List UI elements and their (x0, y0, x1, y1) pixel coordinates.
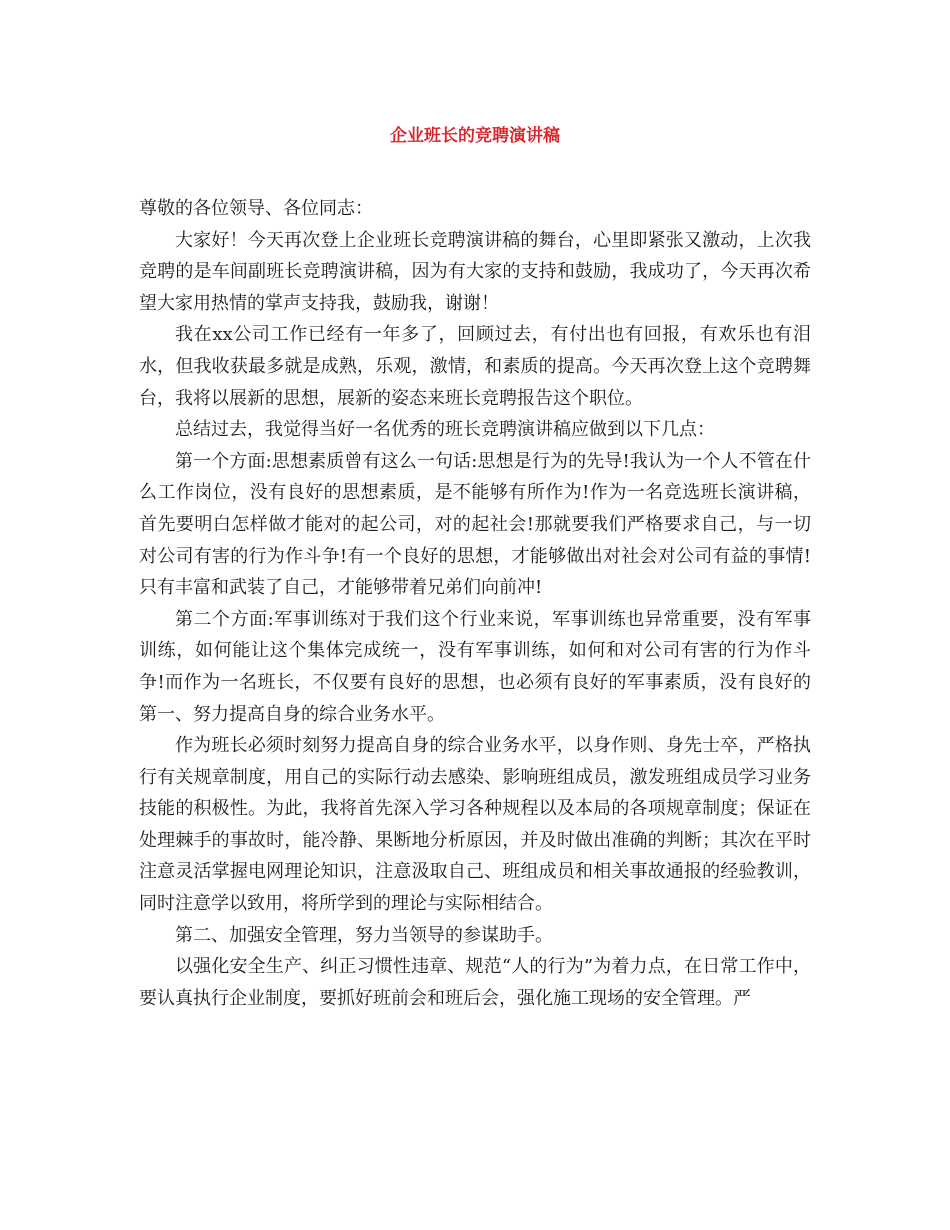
paragraph: 以强化安全生产、纠正习惯性违章、规范“人的行为”为着力点，在日常工作中，要认真执行企业制度，要抓好班前会和班后会，强化施工现场的安全管理。严 (139, 956, 811, 1009)
paragraph: 第二个方面:军事训练对于我们这个行业来说，军事训练也异常重要，没有军事训练，如何能让这个集体完成统一，没有军事训练，如何和对公司有害的行为作斗争!而作为一名班长，不仅要有良好的思想，也必须有良好的军事素质，没有良好的 第一、努力提高自身的综合业务水平。 (139, 608, 811, 725)
section-heading-paragraph: 第二、加强安全管理，努力当领导的参谋助手。 (175, 924, 553, 946)
document-title: 企业班长的竞聘演讲稿 (390, 126, 560, 146)
paragraph-salutation: 尊敬的各位领导、各位同志： (139, 198, 373, 219)
paragraph: 第一个方面:思想素质曾有这么一句话:思想是行为的先导!我认为一个人不管在什么工作岗位，没有良好的思想素质，是不能够有所作为!作为一名竞选班长演讲稿，首先要明白怎样做才能对的起公司，对的起社会!那就要我们严格要求自己，与一切对公司有害的行为作斗争!有一个良好的思想，才能够做出对社会对公司有益的事情!只有丰富和武装了自己，才能够带着兄弟们向前冲! (139, 450, 811, 599)
paragraph: 总结过去，我觉得当好一名优秀的班长竞聘演讲稿应做到以下几点： (175, 419, 715, 441)
paragraph: 作为班长必须时刻努力提高自身的综合业务水平，以身作则、身先士卒，严格执行有关规章制度，用自己的实际行动去感染、影响班组成员，激发班组成员学习业务技能的积极性。为此，我将首先深入学习各种规程以及本局的各项规章制度；保证在处理棘手的事故时，能冷静、果断地分析原因，并及时做出准确的判断；其次在平时注意灵活掌握电网理论知识，注意汲取自己、班组成员和相关事故通报的经验教训，同时注意学以致用，将所学到的理论与实际相结合。 (139, 735, 811, 915)
document-body (139, 193, 811, 1014)
paragraph: 大家好！今天再次登上企业班长竞聘演讲稿的舞台，心里即紧张又激动，上次我竞聘的是车间副班长竞聘演讲稿，因为有大家的支持和鼓励，我成功了，今天再次希望大家用热情的掌声支持我，鼓励我，谢谢！ (139, 229, 811, 314)
paragraph: 我在xx公司工作已经有一年多了，回顾过去，有付出也有回报，有欢乐也有泪水，但我收获最多就是成熟，乐观，激情，和素质的提高。今天再次登上这个竞聘舞台，我将以展新的思想，展新的姿态来班长竞聘报告这个职位。 (139, 324, 811, 409)
